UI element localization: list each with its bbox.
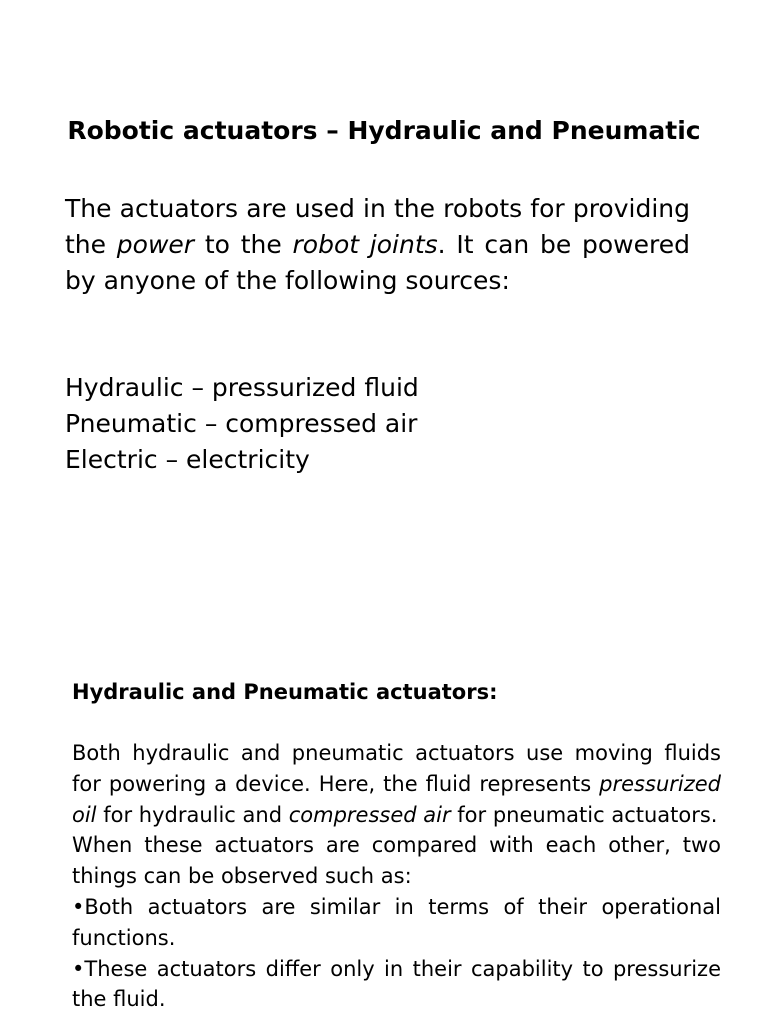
intro-robot-joints-emphasis: robot joints <box>292 230 438 259</box>
power-sources-list <box>65 370 705 478</box>
section-heading: Hydraulic and Pneumatic actuators: <box>72 680 498 704</box>
source-hydraulic: Hydraulic – pressurized fluid <box>65 373 419 402</box>
body-text-1: Both hydraulic and pneumatic actuators use moving fluids for powering a device. Here, the fluid represents <box>72 741 721 796</box>
intro-power-emphasis: power <box>116 230 195 259</box>
source-electric: Electric – electricity <box>65 445 310 474</box>
pressurized-oil-emphasis: pressurized oil <box>72 771 721 827</box>
body-text-2: for hydraulic and <box>96 802 289 827</box>
body-paragraph-1 <box>72 738 721 830</box>
compressed-air-emphasis: compressed air <box>288 802 451 827</box>
intro-text-3: . It can be powered by anyone of the following sources: <box>65 230 690 295</box>
body-paragraph-2: When these actuators are compared with each other, two things can be observed such as: <box>72 833 721 889</box>
section-body <box>72 738 721 1015</box>
slide-title: Robotic actuators – Hydraulic and Pneumatic <box>67 116 701 145</box>
body-text-3: for pneumatic actuators. <box>450 802 718 827</box>
intro-paragraph <box>65 191 690 299</box>
bullet-item-2: •These actuators differ only in their capability to pressurize the fluid. <box>72 956 721 1012</box>
intro-text-1: The actuators are used in the robots for providing the <box>65 194 690 259</box>
intro-text-2: to the <box>194 230 293 259</box>
source-pneumatic: Pneumatic – compressed air <box>65 409 418 438</box>
bullet-item-1: •Both actuators are similar in terms of their operational functions. <box>72 894 721 950</box>
